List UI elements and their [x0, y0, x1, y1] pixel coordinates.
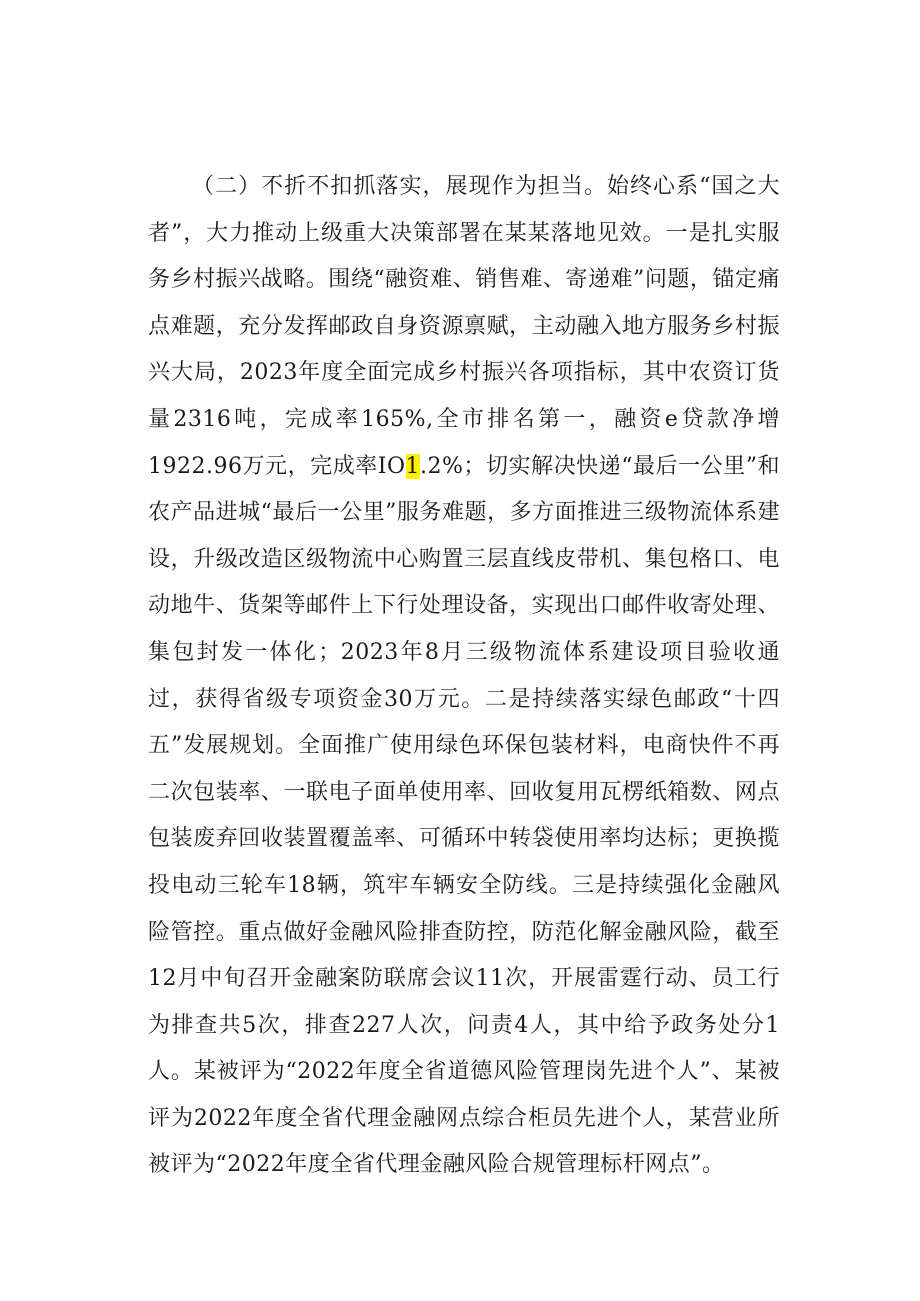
- body-paragraph: [148, 164, 780, 1189]
- paragraph-text-after-highlight: .2%；切实解决快递“最后一公里”和农产品进城“最后一公里”服务难题，多方面推进三级物流体系建设，升级改造区级物流中心购置三层直线皮带机、集包格口、电动地牛、货架等邮件上下行处理设备，实现出口邮件收寄处理、集包封发一体化；2023年8月三级物流体系建设项目验收通过，获得省级专项资金30万元。二是持续落实绿色邮政“十四五”发展规划。全面推广使用绿色环保包装材料，电商快件不再二次包装率、一联电子面单使用率、回收复用瓦楞纸箱数、网点包装废弃回收装置覆盖率、可循环中转袋使用率均达标；更换揽投电动三轮车18辆，筑牢车辆安全防线。三是持续强化金融风险管控。重点做好金融风险排查防控，防范化解金融风险，截至12月中旬召开金融案防联席会议11次，开展雷霆行动、员工行为排查共5次，排查227人次，问责4人，其中给予政务处分1人。某被评为“2022年度全省道德风险管理岗先进个人”、某被评为2022年度全省代理金融网点综合柜员先进个人，某营业所被评为“2022年度全省代理金融风险合规管理标杆网点”。: [148, 453, 781, 1178]
- paragraph-text-before-highlight: （二）不折不扣抓落实，展现作为担当。始终心系“国之大者”，大力推动上级重大决策部署在某某落地见效。一是扎实服务乡村振兴战略。围绕“融资难、销售难、寄递难”问题，锚定痛点难题，充分发挥邮政自身资源禀赋，主动融入地方服务乡村振兴大局，2023年度全面完成乡村振兴各项指标，其中农资订货量2316吨，完成率165%,全市排名第一，融资e贷款净增1922.96万元，完成率IO: [148, 174, 780, 479]
- highlighted-text: 1: [405, 453, 421, 479]
